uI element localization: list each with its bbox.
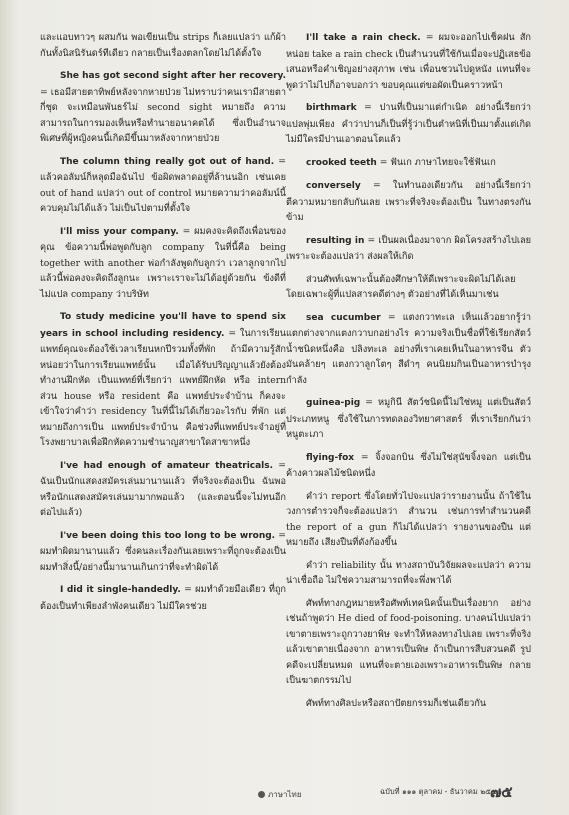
entry-thai: = ในทำนองเดียวกัน อย่างนี้เรียกว่าตีความหมายกลับกันเลย เพราะที่จริงจะต้องเป็น ในทางตรงกันข้าม bbox=[286, 180, 531, 223]
right-entry-rain-check bbox=[286, 30, 531, 93]
entry-thai: = ฟันเก ภาษาไทยจะใช้ฟันเก bbox=[376, 156, 496, 168]
entry-english: flying-fox bbox=[306, 452, 355, 463]
entry-english: I've been doing this too long to be wrong. bbox=[60, 530, 276, 541]
left-entry-residency bbox=[40, 309, 286, 451]
entry-english: birthmark bbox=[306, 103, 357, 113]
right-entry-resulting-in bbox=[286, 233, 531, 265]
right-para-art-terms: ศัพท์ทางศิลปะหรือสถาปัตยกรรมก็เช่นเดียวกัน bbox=[306, 697, 487, 709]
entry-thai: = ในการเรียนแพทย์คุณจะต้องใช้เวลาเรียนหกปีรวมทั้งที่พัก ถ้ามีความรู้สักหน่อยว่าในการเรียนแพทย์นั้น เมื่อได้รับปริญญาแล้วยังต้องทำงานฝึกหัด เป็นแพทย์ที่เรียกว่า แพทย์ฝึกหัด หรือ intern ส่วน house หรือ resident คือ แพทย์ประจำบ้าน ก็คงจะเข้าใจว่าคำว่า residency ในที่นี้ไม่ได้เกี่ยวอะไรกับ ที่พัก แต่หมายถึงการเป็น แพทย์ประจำบ้าน คือช่วงที่แพทย์ประจำอยู่ที่โรงพยาบาลเพื่อฝึกหัดความชำนาญสาขาใดสาขาหนึ่ง bbox=[40, 327, 287, 448]
entry-thai: = แตงกวาทะเล เห็นแล้วอยากรู้ว่าแตกต่างจากแตงกวาบกอย่างไร ความจริงเป็นชื่อที่ใช้เรียกสัตว์น้ำชนิดหนึ่งคือ ปลิงทะเล อย่างที่เราเคยเห็นในอาหารจีน ตัวมันคล้ายๆ แตงกวาลูกโตๆ สีดำๆ คนนิยมกินเป็นอาหารบำรุงกำลัง bbox=[286, 311, 531, 386]
right-para-reliability: คำว่า reliability นั้น ทางสถาบันวิจัยผลจะแปลว่า ความน่าเชื่อถือ ไม่ใช่ความสามารถที่จะพึ่งพาได้ bbox=[286, 559, 531, 586]
page-number: ๗๕ bbox=[490, 783, 513, 801]
publisher-logo bbox=[258, 788, 302, 801]
left-entry-theatricals bbox=[40, 458, 286, 521]
entry-english: conversely bbox=[306, 181, 361, 191]
right-para-report: คำว่า report ซึ่งโดยทั่วไปจะแปลว่ารายงานนั้น ถ้าใช้ในวงการตำรวจก็จะต้องแปลว่า สำนวน เช่นการทำสำนวนคดี the report of a gun ก็ไม่ได้แปลว่า รายงานของปืน แต่หมายถึง เสียงปืนที่ดังก้องขึ้น bbox=[286, 490, 531, 548]
right-entry-conversely bbox=[286, 178, 531, 226]
left-entry-company bbox=[40, 224, 286, 303]
entry-thai: = ฉันเป็นนักแสดงสมัครเล่นมานานแล้ว ที่จริงจะต้องเป็น ฉันพอหรือนักแสดงสมัครเล่นมามากพอแล้ว (และตอนนี้จะไม่ทนอีกต่อไปแล้ว) bbox=[40, 459, 286, 518]
right-entry-sea-cucumber bbox=[286, 310, 531, 389]
right-entry-flying-fox bbox=[286, 450, 531, 482]
right-para-technical-terms: ส่วนศัพท์เฉพาะนั้นต้องศึกษาให้ดีเพราะจะผิดไม่ได้เลย โดยเฉพาะผู้ที่แปลสารคดีต่างๆ ตัวอย่างที่ได้เห็นมาเช่น bbox=[286, 273, 516, 300]
entry-thai: = แล้วคอลัมน์ก็หลุดมือฉันไป ข้อผิดพลาดอยู่ที่ล้านนอิก เช่นเคย out of hand แปลว่า out of control หมายความว่าคอลัมน์นี้ควบคุมไม่ได้แล้ว ไม่เป็นไปตามที่ตั้งใจ bbox=[40, 155, 286, 214]
entry-thai: = ปานที่เป็นมาแต่กำเนิด อย่างนี้เรียกว่าแปลพุ่มเพียง คำว่าปานก็เป็นที่รู้ว่าเป็นตำหนิที่เป็นมาตั้งแต่เกิด ไม่มีใครมีปานเอาตอนโตแล้ว bbox=[286, 102, 531, 145]
entry-english: The column thing really got out of hand. bbox=[60, 156, 275, 167]
left-entry-too-long bbox=[40, 528, 286, 576]
entry-thai: = จิ้งจอกบิน ซึ่งไม่ใช่สุนัขจิ้งจอก แต่เป็นค้างคาวผลไม้ชนิดหนึ่ง bbox=[286, 451, 531, 479]
entry-thai: = ผมทำด้วยมือเดียว ที่ถูกต้องเป็นทำเพียงลำพังคนเดียว ไม่มีใครช่วย bbox=[40, 584, 286, 612]
entry-english: crooked teeth bbox=[306, 157, 377, 168]
left-entry-single-handedly bbox=[40, 582, 286, 614]
entry-english: I'll take a rain check. bbox=[306, 33, 421, 43]
right-entry-guinea-pig bbox=[286, 395, 531, 443]
entry-english: resulting in bbox=[306, 235, 365, 246]
entry-english: I've had enough of amateur theatricals. bbox=[60, 460, 274, 471]
entry-thai: = ผมจะออกไปเช็คฝน สักหน่อย take a rain check เป็นสำนวนที่ใช้กันเมื่อจะปฏิเสธข้อเสนอหรือคำเชิญอย่างสุภาพ เช่น เพื่อนชวนไปดูหนัง แทนที่จะพูดว่าไม่ไปก็อาจบอกว่า ขอบคุณแต่ขอผัดเป็นคราวหน้า bbox=[286, 32, 531, 91]
issue-label: ฉบับที่ ๑๑๑ ตุลาคม - ธันวาคม ๒๕๕๓ bbox=[380, 787, 502, 796]
logo-text: ภาษาไทย bbox=[268, 790, 302, 799]
left-column bbox=[40, 30, 286, 621]
right-entry-birthmark bbox=[286, 100, 531, 148]
left-entry-second-sight bbox=[40, 68, 286, 147]
left-para-1: และแอบทาวๆ ผสมกัน พอเขียนเป็น strips ก็เลยแปลว่า แก้ผ้ากันทั้งนิสนิรันดร์ทีเดียว กลายเป็นเรื่องตลกโดยไม่ได้ตั้งใจ bbox=[40, 32, 286, 59]
entry-english: I did it single-handedly. bbox=[60, 585, 181, 595]
entry-thai: = เธอมีสายตาทิพย์หลังจากหายป่วย ไม่ทราบว่าคนเรามีสายตากี่ชุด จะเหมือนพันธร์ไม่ second sight หมายถึง ความสามารถในการมองเห็นหรือทำนายอนาคตได้ ซึ่งเป็นอำนาจพิเศษที่ผู้หญิงคนนี้เกิดมีขึ้นมาหลังจากหายป่วย bbox=[40, 86, 286, 144]
entry-thai: = ผมคงจะคิดถึงเพื่อนของคุณ ข้อความนี้พ่อพูดกับลูก company ในที่นี้คือ being together with another พ่อกำลังพูดกับลูกว่า เวลาลูกจากไปแล้วนี้พ่อคงจะคิดถึงลูกนะ เพราะเราจะไม่ได้อยู่ด้วยกัน ข้งดีที่ไม่แปล company ว่าบริษัท bbox=[40, 225, 286, 300]
right-entry-crooked-teeth bbox=[286, 155, 531, 172]
logo-icon bbox=[258, 791, 265, 798]
entry-thai: = ผมทำผิดมานานแล้ว ซึ่งคนละเรื่องกันเลยเพราะที่ถูกจะต้องเป็น ผมทำสิ่งนี้/อย่างนี้มานานเกินกว่าที่จะทำผิดได้ bbox=[40, 529, 286, 573]
page-footer bbox=[0, 778, 569, 815]
right-column bbox=[286, 30, 531, 718]
entry-english: guinea-pig bbox=[306, 398, 361, 408]
entry-thai: = หมูกินี สัตว์ชนิดนี้ไม่ใช่หมู แต่เป็นสัตว์ประเภทหนู ซึ่งใช้ในการทดลองวิทยาศาสตร์ ที่เราเรียกกันว่า หนูตะเภา bbox=[286, 397, 531, 440]
entry-english: She has got second sight after her recovery. bbox=[60, 71, 286, 81]
entry-english: To study medicine you'll have to spend six years in school including residency. bbox=[40, 312, 286, 339]
entry-english: I'll miss your company. bbox=[60, 226, 179, 237]
left-entry-out-of-hand bbox=[40, 154, 286, 217]
right-para-legal-terms: ศัพท์ทางกฎหมายหรือศัพท์เทคนิคนั้นเป็นเรื่องยาก อย่างเช่นถ้าพูดว่า He died of food-poisoning. บางคนไปแปลว่า เขาตายเพราะถูกวางยาพิษ จะทำให้หลงทางไปเลย เพราะที่จริงแล้วเขาตายเนื่องจาก อาหารเป็นพิษ ถ้าเป็นการสืบสวนคดี รูปคดีจะเปลี่ยนหมด แทนที่จะตายเองเพราะอาหารเป็นพิษ กลายเป็นฆาตกรรมไป bbox=[286, 597, 531, 686]
entry-thai: = เป็นผลเนื่องมาจาก ผิดโครงสร้างไปเลย เพราะจะต้องแปลว่า ส่งผลให้เกิด bbox=[286, 234, 531, 262]
entry-english: sea cucumber bbox=[306, 312, 381, 323]
